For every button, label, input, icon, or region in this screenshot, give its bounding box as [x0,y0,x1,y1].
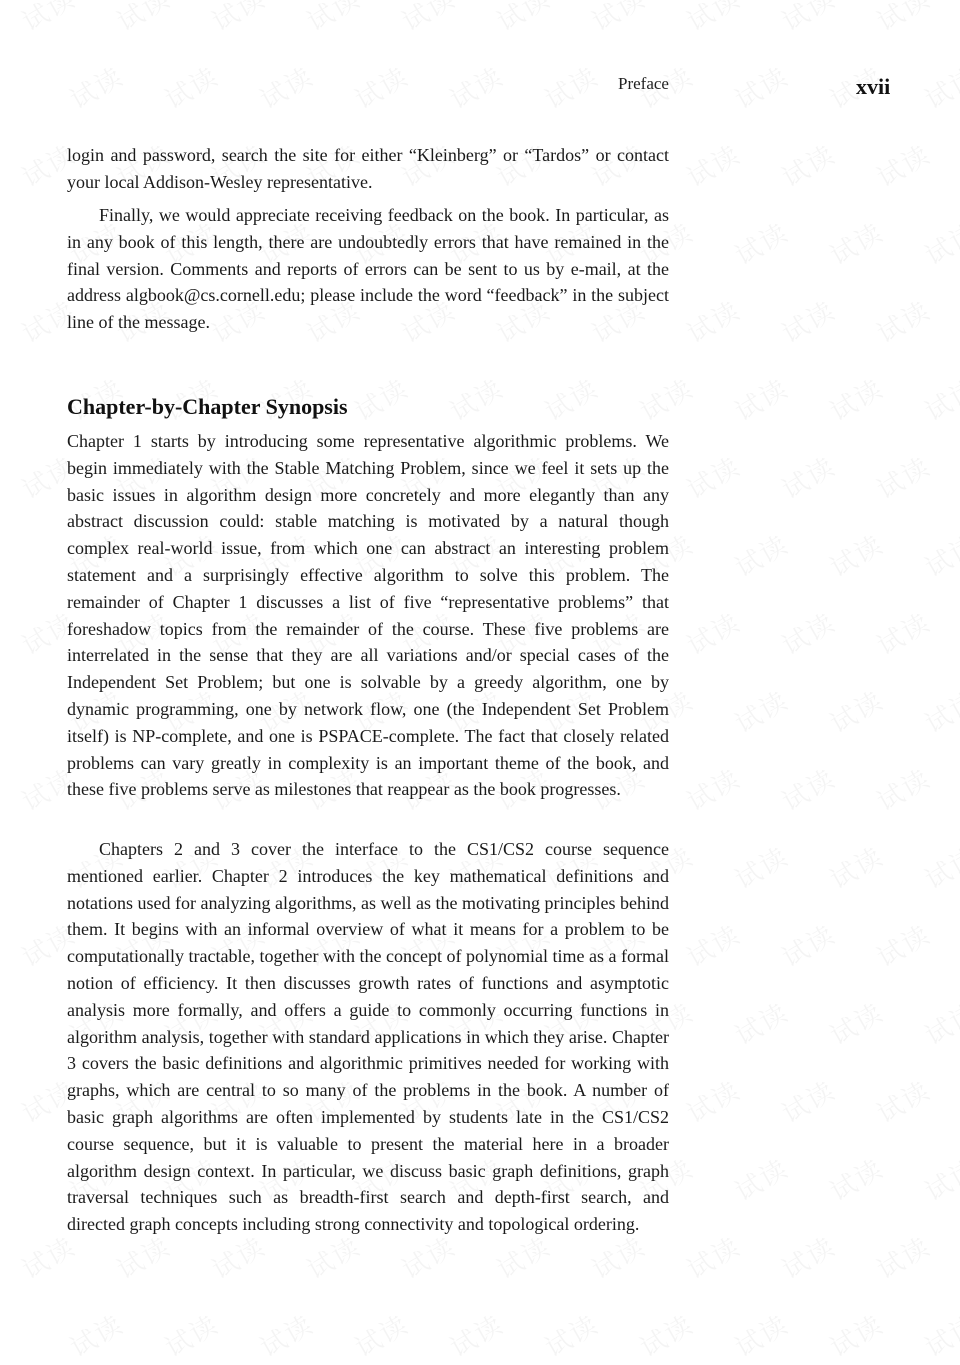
paragraph-text: login and password, search the site for either “Kleinberg” or “Tardos” or contact your local Addison-Wesley representative. [67,145,669,192]
paragraph-text: Finally, we would appreciate receiving feedback on the book. In particular, as in any book of this length, there are undoubtedly errors that have remained in the final version. Comments and reports of errors can be sent to us by e-mail, at the address algbook@cs.cornell.edu; please include the word “feedback” in the subject line of the message. [67,205,669,333]
section-heading: Chapter-by-Chapter Synopsis [67,394,348,419]
page-number: xvii [856,74,891,99]
running-head: Preface [618,74,669,93]
paragraph-chapter-1 [67,428,669,803]
paragraph-text: Chapters 2 and 3 cover the interface to the CS1/CS2 course sequence mentioned earlier. Chapter 2 introduces the key mathematical definitions and notations used for analyzing algorithms, as well as the motivating principles behind them. It begins with an informal overview of what it means for a problem to be computationally tractable, together with the concept of polynomial time as a formal notion of efficiency. It then discusses growth rates of functions and asymptotic analysis more formally, and offers a guide to commonly occurring functions in algorithm analysis, together with standard applications in which they arise. Chapter 3 covers the basic definitions and algorithmic primitives needed for working with graphs, which are central to so many of the problems in the book. A number of basic graph algorithms are often implemented by students late in the CS1/CS2 course sequence, but it is valuable to present the material here in a broader algorithm design context. In particular, we discuss basic graph definitions, graph traversal techniques such as breadth-first search and depth-first search, and directed graph concepts including strong connectivity and topological ordering. [67,839,669,1235]
paragraph-chapters-2-3 [67,836,669,1238]
paragraph-text: Chapter 1 starts by introducing some representative algorithmic problems. We begin immediately with the Stable Matching Problem, since we feel it sets up the basic issues in algorithm design more concretely and more elegantly than any abstract discussion could: stable matching is motivated by a natural though complex real-world issue, from which one can abstract an interesting problem statement and a surprisingly effective algorithm to solve this problem. The remainder of Chapter 1 discusses a list of five “representative problems” that foreshadow topics from the remainder of the course. These five problems are interrelated in the sense that they are all variations and/or special cases of the Independent Set Problem; but one is solvable by a greedy algorithm, one by dynamic programming, one by network flow, one (the Independent Set Problem itself) is NP-complete, and one is PSPACE-complete. The fact that closely related problems can vary greatly in complexity is an important theme of the book, and these five problems serve as milestones that reappear as the book progresses. [67,431,669,800]
paragraph-continued [67,142,669,196]
paragraph-feedback [67,202,669,336]
